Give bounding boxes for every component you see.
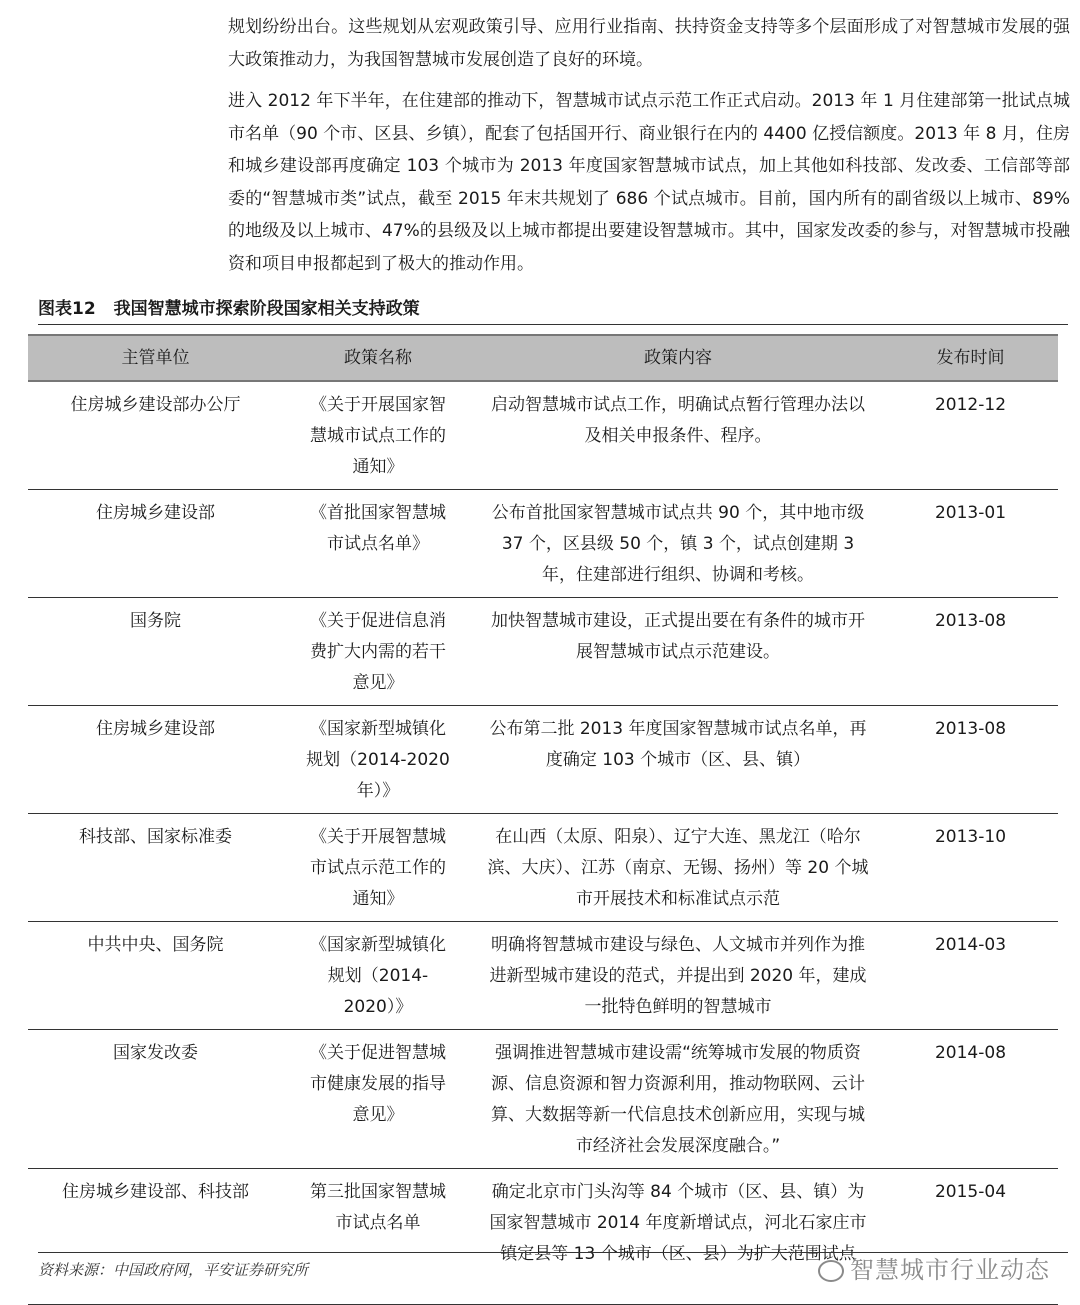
watermark-text: 智慧城市行业动态 [850, 1256, 1050, 1284]
table-header-row [28, 335, 1058, 381]
figure-title: 我国智慧城市探索阶段国家相关支持政策 [113, 299, 420, 319]
cell-date: 2012-12 [883, 381, 1058, 490]
intro-paragraph-2: 进入 2012 年下半年，在住建部的推动下，智慧城市试点示范工作正式启动。2013 年 1 月住建部第一批试点城市名单（90 个市、区县、乡镇），配套了包括国开行、商业银行在内的 4400 亿授信额度。2013 年 8 月，住房和城乡建设部再度确定 103 个城市为 2013 年度国家智慧城市试点，加上其他如科技部、发改委、工信部等部委的“智慧城市类”试点，截至 2015 年末共规划了 686 个试点城市。目前，国内所有的副省级以上城市、89%的地级及以上城市、47%的县级及以上城市都提出要建设智慧城市。其中，国家发改委的参与，对智慧城市投融资和项目申报都起到了极大的推动作用。 [228, 91, 1070, 274]
cell-policy: 《首批国家智慧城市试点名单》 [283, 490, 473, 598]
cell-content: 确定北京市门头沟等 84 个城市（区、县、镇）为国家智慧城市 2014 年度新增试点，河北石家庄市镇定县等 13 个城市（区、县）为扩大范围试点 [473, 1169, 883, 1305]
cell-unit: 住房城乡建设部办公厅 [28, 381, 283, 490]
cell-unit: 中共中央、国务院 [28, 922, 283, 1030]
cell-content: 明确将智慧城市建设与绿色、人文城市并列作为推进新型城市建设的范式，并提出到 2020 年，建成一批特色鲜明的智慧城市 [473, 922, 883, 1030]
policy-table [28, 334, 1058, 1305]
cell-policy: 《关于开展智慧城市试点示范工作的通知》 [283, 814, 473, 922]
cell-policy: 第三批国家智慧城市试点名单 [283, 1169, 473, 1305]
table-row [28, 922, 1058, 1030]
header-policy: 政策名称 [283, 335, 473, 381]
figure-caption [38, 296, 1068, 325]
table-row [28, 1030, 1058, 1169]
cell-unit: 住房城乡建设部 [28, 490, 283, 598]
cell-policy: 《国家新型城镇化规划（2014-2020）》 [283, 922, 473, 1030]
header-unit: 主管单位 [28, 335, 283, 381]
cell-content: 公布第二批 2013 年度国家智慧城市试点名单，再度确定 103 个城市（区、县、镇） [473, 706, 883, 814]
cell-date: 2014-08 [883, 1030, 1058, 1169]
wechat-icon [818, 1260, 844, 1282]
figure-number: 图表12 [38, 299, 96, 319]
table-row [28, 706, 1058, 814]
table-row [28, 490, 1058, 598]
intro-paragraph-1: 规划纷纷出台。这些规划从宏观政策引导、应用行业指南、扶持资金支持等多个层面形成了对智慧城市发展的强大政策推动力，为我国智慧城市发展创造了良好的环境。 [228, 17, 1070, 70]
cell-date: 2013-10 [883, 814, 1058, 922]
cell-content: 公布首批国家智慧城市试点共 90 个，其中地市级 37 个，区县级 50 个，镇 3 个，试点创建期 3 年，住建部进行组织、协调和考核。 [473, 490, 883, 598]
cell-content: 启动智慧城市试点工作，明确试点暂行管理办法以及相关申报条件、程序。 [473, 381, 883, 490]
cell-unit: 住房城乡建设部、科技部 [28, 1169, 283, 1305]
cell-unit: 国家发改委 [28, 1030, 283, 1169]
cell-content: 强调推进智慧城市建设需“统筹城市发展的物质资源、信息资源和智力资源利用，推动物联网、云计算、大数据等新一代信息技术创新应用，实现与城市经济社会发展深度融合。” [473, 1030, 883, 1169]
cell-unit: 国务院 [28, 598, 283, 706]
cell-policy: 《国家新型城镇化规划（2014-2020 年）》 [283, 706, 473, 814]
cell-content: 加快智慧城市建设，正式提出要在有条件的城市开展智慧城市试点示范建设。 [473, 598, 883, 706]
table-row [28, 381, 1058, 490]
cell-date: 2013-08 [883, 598, 1058, 706]
cell-policy: 《关于开展国家智慧城市试点工作的通知》 [283, 381, 473, 490]
cell-policy: 《关于促进智慧城市健康发展的指导意见》 [283, 1030, 473, 1169]
cell-date: 2013-01 [883, 490, 1058, 598]
watermark [818, 1250, 1050, 1285]
cell-policy: 《关于促进信息消费扩大内需的若干意见》 [283, 598, 473, 706]
header-content: 政策内容 [473, 335, 883, 381]
cell-date: 2014-03 [883, 922, 1058, 1030]
table-row [28, 814, 1058, 922]
cell-unit: 住房城乡建设部 [28, 706, 283, 814]
cell-date: 2013-08 [883, 706, 1058, 814]
source-note: 资料来源：中国政府网，平安证券研究所 [38, 1252, 1068, 1280]
cell-content: 在山西（太原、阳泉）、辽宁大连、黑龙江（哈尔滨、大庆）、江苏（南京、无锡、扬州）等 20 个城市开展技术和标准试点示范 [473, 814, 883, 922]
table-row [28, 598, 1058, 706]
header-date: 发布时间 [883, 335, 1058, 381]
cell-unit: 科技部、国家标准委 [28, 814, 283, 922]
cell-date: 2015-04 [883, 1169, 1058, 1305]
